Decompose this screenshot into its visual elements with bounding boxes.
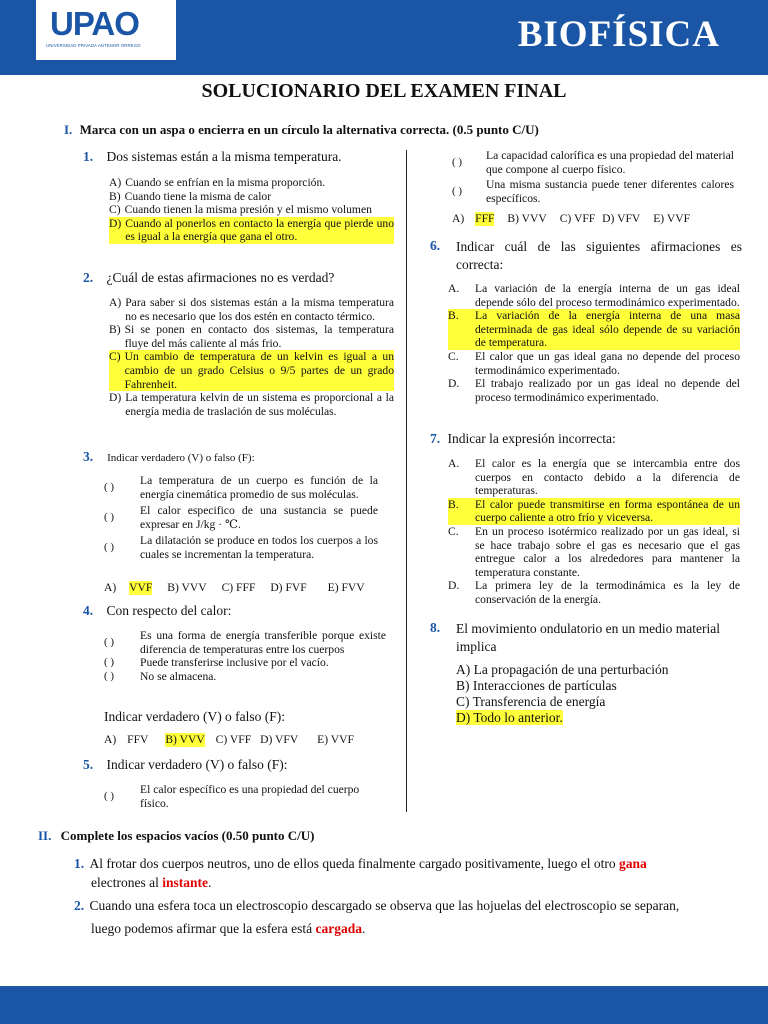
question-text: Dos sistemas están a la misma temperatura. <box>106 149 342 164</box>
answer-blank[interactable]: ( ) <box>452 184 463 197</box>
tf-item: ( ) Una misma sustancia puede tener diferentes calores específicos. <box>452 178 734 205</box>
answer-fill: instante <box>162 875 208 890</box>
question-8 <box>430 620 742 656</box>
question-1 <box>83 149 342 165</box>
option-c-correct: C) Un cambio de temperatura de un kelvin es igual a un cambio de un grado Celsius o 9/5 partes de un grado Fahrenheit. <box>109 350 394 391</box>
question-text: Indicar verdadero (V) o falso (F): <box>106 757 288 772</box>
header-bar <box>0 0 768 75</box>
section-2-heading <box>38 828 314 844</box>
tf-item: ( ) Puede transferirse inclusive por el vacío. <box>104 656 329 670</box>
answer-blank[interactable]: ( ) <box>104 669 115 682</box>
question-text: ¿Cuál de estas afirmaciones no es verdad? <box>106 270 335 285</box>
question-4-answers: A) FFV B) VVV C) VFF D) VFV E) VVF <box>104 733 354 746</box>
question-3-items <box>104 474 378 562</box>
question-5 <box>83 757 288 773</box>
option-c: C) Transferencia de energía <box>456 694 606 709</box>
question-number: 6. <box>430 238 441 253</box>
option-d: D) La temperatura kelvin de un sistema es proporcional a la energía media de traslación de sus moléculas. <box>109 391 394 418</box>
section-2-text: Complete los espacios vacíos (0.50 punto C/U) <box>60 828 315 843</box>
question-8-options <box>456 662 669 726</box>
option-b: B) Si se ponen en contacto dos sistemas, la temperatura fluye del más caliente al más frio. <box>109 323 394 350</box>
option-c: C) Cuando tienen la misma presión y el mismo volumen <box>109 203 372 217</box>
tf-item: ( ) No se almacena. <box>104 669 217 683</box>
question-7-options <box>448 457 740 607</box>
logo-subtitle: UNIVERSIDAD PRIVADA ANTENOR ORREGO <box>46 43 141 48</box>
question-5-items <box>104 783 386 810</box>
section-1-text: Marca con un aspa o encierra en un círculo la alternativa correcta. (0.5 punto C/U) <box>79 122 539 137</box>
option-d-correct: D) Cuando al ponerlos en contacto la energía que pierde uno es igual a la energía que gana el otro. <box>109 216 394 244</box>
question-text: Indicar cuál de las siguientes afirmaciones es correcta: <box>456 239 742 272</box>
option-c: C. En un proceso isotérmico realizado por un gas ideal, si se hace trabajo sobre el gas es necesario que el gas entregue calor a los alrededores para mantener la temperatura constante. <box>448 524 740 579</box>
option-a: A) Para saber si dos sistemas están a la misma temperatura no es necesario que los dos estén en contacto térmico. <box>109 296 394 323</box>
question-number: 1. <box>83 149 94 164</box>
option-b: B) Interacciones de partículas <box>456 678 617 693</box>
subject-title: BIOFÍSICA <box>517 14 720 55</box>
section-2-number: II. <box>38 828 52 843</box>
option-b: B) Cuando tiene la misma de calor <box>109 189 272 203</box>
answer-fill: gana <box>618 856 647 871</box>
correct-answer: FFF <box>475 212 495 225</box>
question-number: 5. <box>83 757 94 772</box>
tf-item: ( ) La dilatación se produce en todos los cuerpos a los cuales se incrementan la temperatura. <box>104 534 378 561</box>
answer-blank[interactable]: ( ) <box>104 656 115 669</box>
fill-blank-1-line2: electrones al instante. <box>91 875 212 890</box>
question-5-continued <box>452 149 734 205</box>
question-7 <box>430 431 616 447</box>
option-c: C. El calor que un gas ideal gana no depende del proceso termodinámico experimentado. <box>448 349 740 377</box>
answer-blank[interactable]: ( ) <box>104 789 115 802</box>
question-5-answers: A) FFF B) VVV C) VFF D) VFV E) VVF <box>452 212 691 225</box>
question-number: 7. <box>430 431 441 446</box>
question-2 <box>83 270 334 286</box>
section-1-heading <box>64 122 539 138</box>
option-a: A. El calor es la energía que se intercambia entre dos cuerpos en contacto debido a la diferencia de temperaturas. <box>448 457 740 498</box>
correct-answer: B) VVV <box>165 733 205 746</box>
option-b-correct: B. La variación de la energía interna de una masa determinada de gas ideal sólo depende de su variación de temperatura. <box>448 309 740 350</box>
question-text: Indicar verdadero (V) o falso (F): <box>107 452 255 464</box>
tf-item: ( ) El calor especifico de una sustancia se puede expresar en J/kg · ℃. <box>104 504 378 531</box>
option-b-correct: B. El calor puede transmitirse en forma espontánea de un cuerpo caliente a otro frío y viceversa. <box>448 497 740 525</box>
option-d-correct: D) Todo lo anterior. <box>456 710 563 725</box>
question-6-options <box>448 282 740 404</box>
section-1-number: I. <box>64 122 73 137</box>
question-6 <box>430 238 742 274</box>
question-number: 2. <box>83 270 94 285</box>
tf-item: ( ) La capacidad calorífica es una propiedad del material que compone al cuerpo físico. <box>452 149 734 176</box>
footer-bar <box>0 986 768 1024</box>
question-number: 3. <box>83 449 94 464</box>
question-text: Indicar la expresión incorrecta: <box>447 431 616 446</box>
answer-blank[interactable]: ( ) <box>104 480 115 493</box>
question-text: Con respecto del calor: <box>106 603 232 618</box>
tf-item: ( ) La temperatura de un cuerpo es función de la energía cinemática promedio de sus moléculas. <box>104 474 378 501</box>
tf-item: ( ) El calor específico es una propiedad del cuerpo físico. <box>104 783 360 810</box>
logo-main: UPAO <box>50 5 139 42</box>
fill-blank-2: 2. Cuando una esfera toca un electroscopio descargado se observa que las hojuelas del electroscopio se separan, <box>74 898 680 913</box>
question-4-instruction: Indicar verdadero (V) o falso (F): <box>104 709 286 724</box>
answer-blank[interactable]: ( ) <box>104 541 115 554</box>
column-divider <box>406 150 407 812</box>
answer-fill: cargada <box>315 921 363 936</box>
option-a: A) Cuando se enfrían en la misma proporción. <box>109 176 326 189</box>
option-a: A) La propagación de una perturbación <box>456 662 669 677</box>
option-d: D. La primera ley de la termodinámica es la ley de conservación de la energía. <box>448 579 740 606</box>
question-number: 8. <box>430 620 441 635</box>
question-2-options <box>109 296 394 418</box>
university-logo <box>36 0 176 60</box>
answer-blank[interactable]: ( ) <box>104 510 115 523</box>
fill-blank-1: 1. Al frotar dos cuerpos neutros, uno de ellos queda finalmente cargado positivamente, luego el otro gana <box>74 856 647 871</box>
answer-blank[interactable]: ( ) <box>452 155 463 168</box>
question-3-answers: A) VVF B) VVV C) FFF D) FVF E) FVV <box>104 581 365 594</box>
option-d: D. El trabajo realizado por un gas ideal no depende del proceso termodinámico experimentado. <box>448 377 740 404</box>
question-4 <box>83 603 231 619</box>
page-title: SOLUCIONARIO DEL EXAMEN FINAL <box>201 80 567 102</box>
question-3 <box>83 448 255 466</box>
option-a: A. La variación de la energía interna de un gas ideal depende sólo del proceso termodinámico experimentado. <box>448 282 740 309</box>
question-1-options <box>109 176 394 244</box>
question-text: El movimiento ondulatorio en un medio material implica <box>456 621 720 654</box>
question-number: 4. <box>83 603 94 618</box>
fill-blank-2-line2: luego podemos afirmar que la esfera está cargada. <box>91 921 366 936</box>
tf-item: ( ) Es una forma de energía transferible porque existe diferencia de temperaturas entre los cuerpos <box>104 629 386 656</box>
correct-answer: VVF <box>129 581 153 594</box>
answer-blank[interactable]: ( ) <box>104 635 115 648</box>
question-4-items <box>104 629 386 683</box>
